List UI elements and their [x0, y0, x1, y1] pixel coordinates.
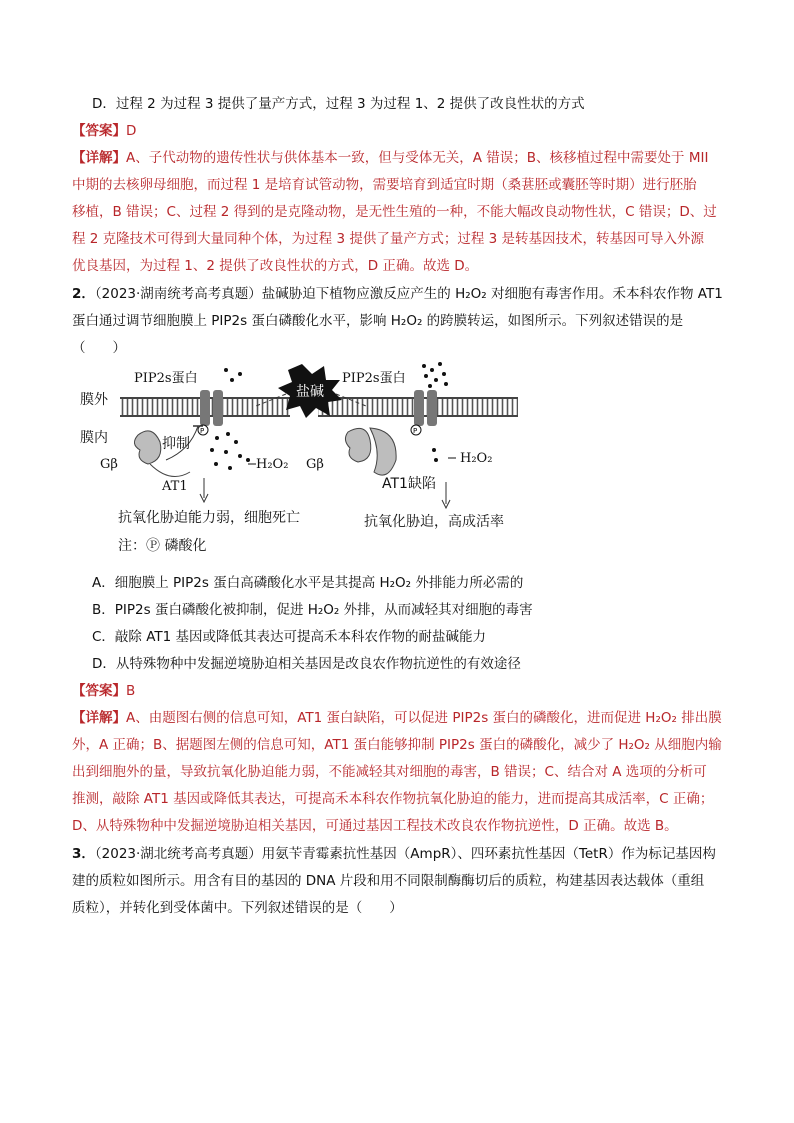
- q2-option-a: A．细胞膜上 PIP2s 蛋白高磷酸化水平是其提高 H₂O₂ 外排能力所必需的: [92, 575, 524, 591]
- q2-stem-text: （2023·湖南统考高考真题）盐碱胁迫下植物应激反应产生的 H₂O₂ 对细胞有毒害作用。禾本科农作物 AT1: [94, 286, 723, 302]
- outside-label: 膜外: [80, 392, 108, 408]
- q1-detail-line-1: [72, 149, 708, 167]
- membrane-diagram: [80, 360, 540, 560]
- answer-tag: 【答案】: [72, 123, 126, 139]
- q1-answer: [72, 122, 136, 140]
- q3-stem-text: （2023·湖北统考高考真题）用氨苄青霉素抗性基因（AmpR）、四环素抗性基因（TetR）作为标记基因构: [94, 846, 716, 862]
- at1-label: AT1: [162, 479, 188, 494]
- h2o2-dots-left-bottom: [210, 432, 250, 470]
- gbeta-label-left: Gβ: [100, 457, 118, 472]
- detail-text: A、子代动物的遗传性状与供体基本一致，但与受体无关，A 错误；B、核移植过程中需要处于 MII: [126, 150, 709, 166]
- inside-label: 膜内: [80, 430, 108, 446]
- q2-detail-line-2: 外，A 正确；B、据题图左侧的信息可知，AT1 蛋白能够抑制 PIP2s 蛋白的磷酸化，减少了 H₂O₂ 从细胞内输: [72, 737, 722, 753]
- q2-option-c: C．敲除 AT1 基因或降低其表达可提高禾本科农作物的耐盐碱能力: [92, 629, 487, 645]
- at1-defect-protein: [370, 428, 396, 475]
- gbeta-label-right: Gβ: [306, 457, 324, 472]
- phosphorylation-note: 注：Ⓟ 磷酸化: [118, 538, 207, 554]
- q2-detail-line-5: D、从特殊物种中发掘逆境胁迫相关基因，可通过基因工程技术改良农作物抗逆性，D 正确。故选 B。: [72, 818, 678, 834]
- answer-tag: 【答案】: [72, 683, 126, 699]
- q1-option-d: D．过程 2 为过程 3 提供了量产方式，过程 3 为过程 1、2 提供了改良性状的方式: [92, 96, 585, 112]
- stress-label: 盐碱: [296, 384, 324, 400]
- h2o2-label-right: H₂O₂: [460, 451, 493, 466]
- h2o2-label-left: H₂O₂: [256, 457, 289, 472]
- answer-value: D: [126, 123, 137, 139]
- svg-text:P: P: [413, 427, 418, 435]
- phos-marker-right: [411, 425, 421, 435]
- q2-option-d: D．从特殊物种中发掘逆境胁迫相关基因是改良农作物抗逆性的有效途径: [92, 656, 521, 672]
- h2o2-dots-right-top: [422, 362, 448, 388]
- q1-detail-line-3: 移植，B 错误；C、过程 2 得到的是克隆动物，是无性生殖的一种，不能大幅改良动物性状，C 错误；D、过: [72, 204, 717, 220]
- pip2s-label-left: PIP2s蛋白: [134, 371, 198, 386]
- h2o2-dots-right-bottom: [432, 448, 438, 462]
- pip2s-label-right: PIP2s蛋白: [342, 371, 406, 386]
- q3-stem-line-3: 质粒），并转化到受体菌中。下列叙述错误的是（ ）: [72, 900, 403, 916]
- detail-text: A、由题图右侧的信息可知，AT1 蛋白缺陷，可以促进 PIP2s 蛋白的磷酸化，进而促进 H₂O₂ 排出膜: [126, 710, 722, 726]
- svg-text:P: P: [200, 427, 205, 435]
- h2o2-dots-left-top: [224, 368, 242, 382]
- q3-number: 3．: [72, 846, 95, 862]
- result-right: 抗氧化胁迫，高成活率: [364, 514, 504, 530]
- q2-answer: [72, 682, 135, 700]
- q2-detail-line-1: [72, 709, 722, 727]
- q2-detail-line-4: 推测，敲除 AT1 基因或降低其表达，可提高禾本科农作物抗氧化胁迫的能力，进而提高其成活率，C 正确；: [72, 791, 714, 807]
- q1-detail-line-2: 中期的去核卵母细胞，而过程 1 是培育试管动物，需要培育到适宜时期（桑葚胚或囊胚等时期）进行胚胎: [72, 177, 697, 193]
- detail-tag: 【详解】: [72, 150, 126, 166]
- q2-stem-line-3: （ ）: [72, 340, 126, 356]
- gbeta-protein-left: [134, 431, 160, 464]
- q3-stem-line-2: 建的质粒如图所示。用含有目的基因的 DNA 片段和用不同限制酶酶切后的质粒，构建基因表达载体（重组: [72, 873, 705, 889]
- inhibit-label: 抑制: [162, 436, 190, 452]
- q3-stem-line-1: [72, 845, 716, 863]
- q1-detail-line-5: 优良基因，为过程 1、2 提供了改良性状的方式，D 正确。故选 D。: [72, 258, 479, 274]
- q1-detail-line-4: 程 2 克隆技术可得到大量同种个体，为过程 3 提供了量产方式；过程 3 是转基因技术，转基因可导入外源: [72, 231, 705, 247]
- q2-detail-line-3: 出到细胞外的量，导致抗氧化胁迫能力弱，不能减轻其对细胞的毒害，B 错误；C、结合对 A 选项的分析可: [72, 764, 707, 780]
- q2-option-b: B．PIP2s 蛋白磷酸化被抑制，促进 H₂O₂ 外排，从而减轻其对细胞的毒害: [92, 602, 533, 618]
- detail-tag: 【详解】: [72, 710, 126, 726]
- answer-value: B: [126, 683, 136, 699]
- at1-defect-label: AT1缺陷: [382, 476, 436, 492]
- result-left: 抗氧化胁迫能力弱，细胞死亡: [118, 510, 300, 526]
- at1-pointer-left: [150, 464, 190, 477]
- q2-stem-line-2: 蛋白通过调节细胞膜上 PIP2s 蛋白磷酸化水平，影响 H₂O₂ 的跨膜转运，如图所示。下列叙述错误的是: [72, 313, 684, 329]
- q2-number: 2．: [72, 286, 95, 302]
- q2-stem-line-1: [72, 285, 723, 303]
- gbeta-protein-right: [345, 428, 370, 462]
